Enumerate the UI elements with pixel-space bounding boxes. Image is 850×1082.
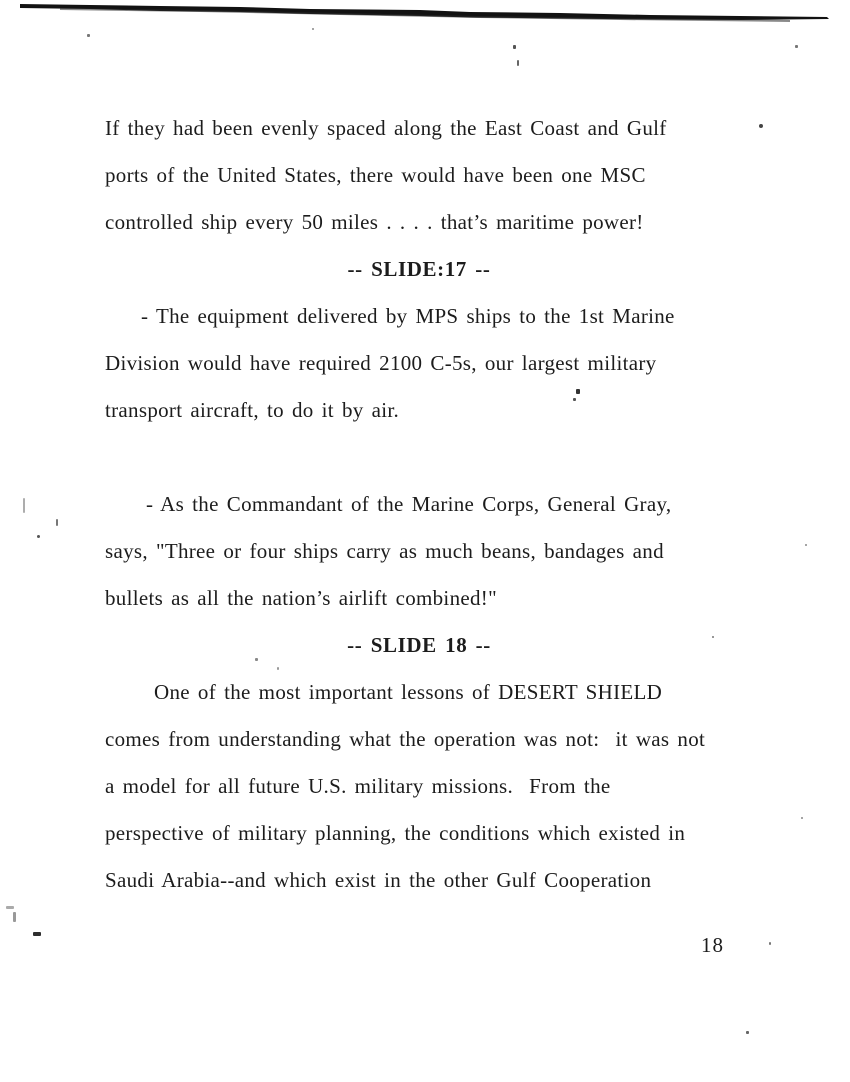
scan-speck [312,28,314,30]
scan-speck [576,389,580,394]
scan-speck [759,124,763,128]
scan-speck [56,519,58,526]
text-line: transport aircraft, to do it by air. [105,398,400,422]
text-line: One of the most important lessons of DESERT SHIELD [154,680,663,704]
text-line: - As the Commandant of the Marine Corps, General Gray, [146,492,672,516]
text-line: bullets as all the nation’s airlift combined!" [105,586,497,610]
scan-speck [13,912,16,922]
slide-17-heading: -- SLIDE:17 -- [347,257,491,281]
scan-artifact-top-bar [0,0,850,32]
text-line: Division would have required 2100 C-5s, our largest military [105,351,657,375]
slide-18-heading: -- SLIDE 18 -- [347,633,491,657]
text-line: controlled ship every 50 miles . . . . that’s maritime power! [105,210,644,234]
scan-speck [746,1031,749,1034]
scan-speck [795,45,798,48]
scan-speck [517,60,519,66]
page-number: 18 [701,933,724,957]
scan-speck [87,34,90,37]
scan-speck [805,544,807,546]
text-line: ports of the United States, there would have been one MSC [105,163,646,187]
scan-speck [801,817,803,819]
text-line: a model for all future U.S. military missions. From the [105,774,611,798]
scan-speck [712,636,714,638]
scan-speck [769,942,771,945]
text-line: Saudi Arabia--and which exist in the other Gulf Cooperation [105,868,652,892]
scan-speck [37,535,40,538]
text-line: comes from understanding what the operation was not: it was not [105,727,706,751]
blank-line [105,434,733,481]
text-line: - The equipment delivered by MPS ships to the 1st Marine [141,304,675,328]
text-line: If they had been evenly spaced along the East Coast and Gulf [105,116,667,140]
scan-speck [573,398,576,401]
text-line: says, "Three or four ships carry as much beans, bandages and [105,539,664,563]
scan-speck [513,45,516,49]
scan-speck [23,498,25,513]
document-text-block [105,105,733,904]
scan-speck [277,667,279,670]
text-line: perspective of military planning, the conditions which existed in [105,821,686,845]
scan-speck [255,658,258,661]
scan-speck [6,906,14,909]
scan-speck [33,932,41,936]
